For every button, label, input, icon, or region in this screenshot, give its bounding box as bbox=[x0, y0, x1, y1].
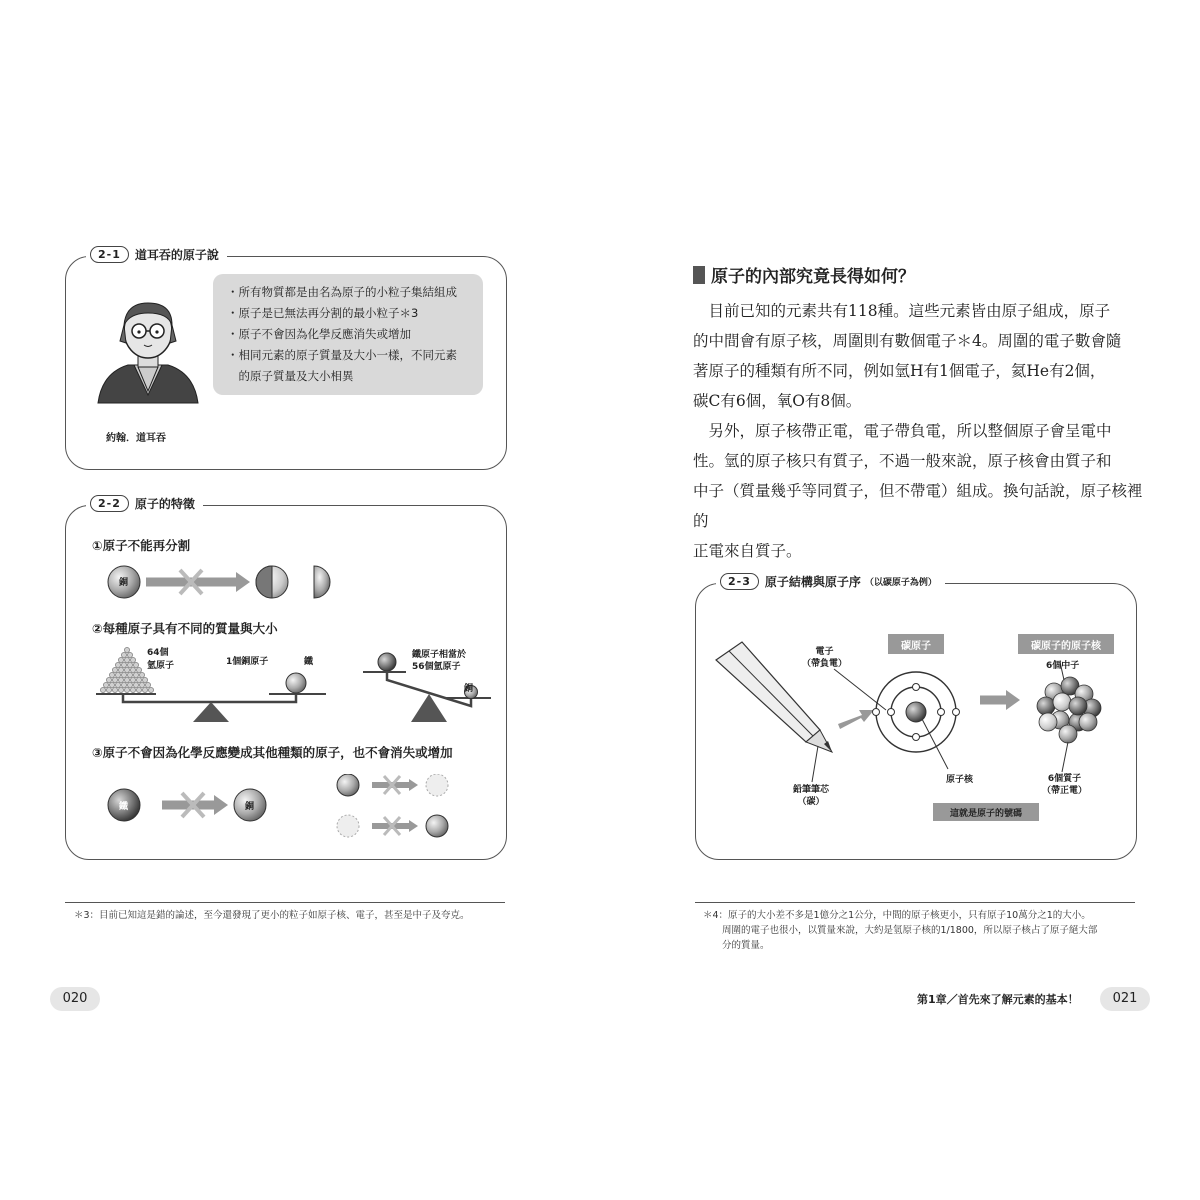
figure-2-1 bbox=[65, 248, 507, 470]
iron-equivalent-line-2: 56個氫原子 bbox=[412, 662, 461, 672]
figure-number: 2-3 bbox=[720, 573, 759, 590]
footnote-rule-right bbox=[695, 902, 1135, 903]
iron-equivalent-label bbox=[412, 649, 466, 673]
figure-2-1-tag bbox=[86, 246, 227, 263]
paragraph-line: 另外，原子核帶正電，電子帶負電，所以整個原子會呈電中 bbox=[708, 422, 1112, 440]
carbon-atom-label: 碳原子 bbox=[901, 641, 931, 652]
conservation-illustration bbox=[104, 774, 464, 849]
point-1: ①原子不能再分割 bbox=[92, 538, 191, 553]
electron-label-text: 電子 bbox=[815, 647, 834, 657]
paragraph-line: 中子（質量幾乎等同質子，但不帶電）組成。換句話說，原子核裡的 bbox=[693, 482, 1143, 530]
hydrogen-atom-label: 氫原子 bbox=[147, 661, 175, 671]
copper-label: 銅 bbox=[119, 578, 129, 588]
point-3: ③原子不會因為化學反應變成其他種類的原子，也不會消失或增加 bbox=[92, 745, 453, 760]
bullet-item: 的原子質量及大小相異 bbox=[227, 369, 354, 383]
pencil-label-text: 鉛筆筆芯 bbox=[793, 785, 830, 795]
protons-label bbox=[1042, 773, 1087, 797]
page-number-left: 020 bbox=[50, 987, 100, 1011]
heading-marker bbox=[693, 266, 705, 284]
paragraph-line: 著原子的種類有所不同，例如氫H有1個電子，氦He有2個， bbox=[693, 362, 1106, 380]
proton-charge-text: （帶正電） bbox=[1042, 786, 1088, 796]
footnote-rule-left bbox=[65, 902, 505, 903]
paragraph-line: 目前已知的元素共有118種。這些元素皆由原子組成，原子 bbox=[708, 302, 1111, 320]
neutrons-label: 6個中子 bbox=[1046, 661, 1080, 671]
section-heading-text: 原子的內部究竟長得如何？ bbox=[711, 267, 915, 287]
section-heading bbox=[693, 262, 915, 287]
figure-2-2-tag bbox=[86, 495, 203, 512]
nucleus-label: 原子核 bbox=[946, 775, 974, 785]
figure-2-3-tag bbox=[716, 573, 945, 590]
footnote-4-line: 周圍的電子也很小，以質量來說，大約是氫原子核的1/1800，所以原子核占了原子絕大部 bbox=[703, 925, 1098, 936]
figure-title: 原子的特徵 bbox=[134, 497, 195, 511]
copper-right-label: 銅 bbox=[464, 684, 474, 694]
dalton-portrait bbox=[88, 295, 208, 405]
body-text bbox=[693, 296, 1143, 566]
figure-2-2 bbox=[65, 497, 507, 860]
carbon-nucleus-label: 碳原子的原子核 bbox=[1031, 641, 1101, 652]
bullet-item: ・相同元素的原子質量及大小一樣，不同元素 bbox=[227, 348, 457, 362]
bullet-item: ・所有物質都是由名為原子的小粒子集結組成 bbox=[227, 285, 457, 299]
indivisible-illustration bbox=[104, 563, 344, 603]
paragraph-line: 碳C有6個，氧O有8個。 bbox=[693, 392, 862, 410]
paragraph-line: 性。氫的原子核只有質子，不過一般來說，原子核會由質子和 bbox=[693, 452, 1112, 470]
figure-subtitle: （以碳原子為例） bbox=[864, 578, 937, 588]
figure-number: 2-2 bbox=[90, 495, 129, 512]
figure-title: 原子結構與原子序 bbox=[764, 575, 861, 589]
copper-label-2: 銅 bbox=[245, 802, 255, 812]
chapter-label: 第1章／首先來了解元素的基本！ bbox=[917, 993, 1079, 1006]
carbon-atom-diagram bbox=[708, 624, 1118, 844]
paragraph-line: 的中間會有原子核，周圍則有數個電子＊4。周圍的電子數會隨 bbox=[693, 332, 1122, 350]
one-copper-label: 1個銅原子 bbox=[226, 657, 269, 667]
iron-label-beam: 鐵 bbox=[304, 657, 314, 667]
iron-label: 鐵 bbox=[119, 802, 129, 812]
electron-label bbox=[802, 646, 847, 670]
protons-label-text: 6個質子 bbox=[1047, 774, 1082, 784]
bullet-item: ・原子是已無法再分割的最小粒子＊3 bbox=[227, 306, 419, 320]
electron-charge-text: （帶負電） bbox=[802, 659, 848, 669]
figure-number: 2-1 bbox=[90, 246, 129, 263]
figure-2-3 bbox=[695, 575, 1137, 860]
bullet-item: ・原子不會因為化學反應消失或增加 bbox=[227, 327, 411, 341]
paragraph-line: 正電來自質子。 bbox=[693, 542, 802, 560]
page-number-right: 021 bbox=[1100, 987, 1150, 1011]
atomic-number-note: 這就是原子的號碼 bbox=[949, 809, 1022, 819]
figure-title: 道耳吞的原子說 bbox=[134, 248, 219, 262]
count-64-label: 64個 bbox=[147, 648, 169, 658]
footnote-4 bbox=[703, 908, 1097, 953]
iron-equivalent-line-1: 鐵原子相當於 bbox=[412, 650, 467, 660]
portrait-caption: 約翰．道耳吞 bbox=[106, 433, 166, 444]
dalton-bullets bbox=[213, 274, 483, 395]
footnote-4-line: 分的質量。 bbox=[703, 940, 770, 951]
footnote-3: ＊3：目前已知這是錯的論述，至今還發現了更小的粒子如原子核、電子，甚至是中子及夸克。 bbox=[74, 910, 470, 921]
pencil-label bbox=[793, 784, 829, 808]
point-2: ②每種原子具有不同的質量與大小 bbox=[92, 621, 278, 636]
footnote-4-line: ＊4：原子的大小差不多是1億分之1公分，中間的原子核更小，只有原子10萬分之1的大小。 bbox=[703, 910, 1091, 921]
pencil-sub-text: （碳） bbox=[797, 797, 825, 807]
